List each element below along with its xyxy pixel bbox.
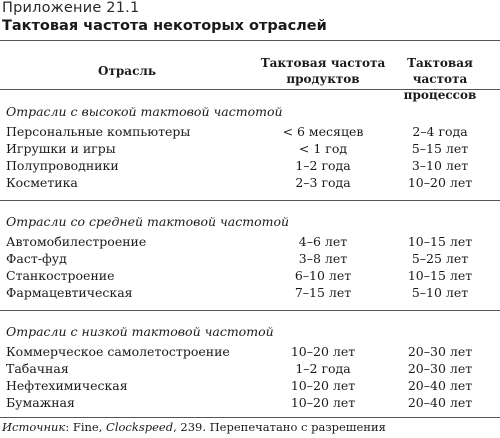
cell-process: 10–20 лет — [407, 175, 473, 190]
cell-industry: Станкостроение — [6, 268, 115, 283]
cell-industry: Фаст-фуд — [6, 251, 67, 266]
source-prefix: Источник — [2, 420, 66, 434]
section-rule — [0, 310, 500, 311]
cell-process: 3–10 лет — [411, 158, 469, 173]
cell-process: 10–15 лет — [407, 234, 473, 249]
source-author: : Fine, — [65, 420, 107, 434]
cell-process: 2–4 года — [412, 124, 468, 139]
header-product-clockspeed: Тактовая частота продуктов — [260, 56, 386, 86]
table-row — [0, 361, 500, 379]
section-label-low: Отрасли с низкой тактовой частотой — [6, 324, 274, 339]
source-note — [2, 420, 386, 434]
section-rule — [0, 200, 500, 201]
bottom-rule — [0, 417, 500, 418]
cell-product: 7–15 лет — [294, 285, 352, 300]
cell-product: 3–8 лет — [298, 251, 348, 266]
cell-process: 20–30 лет — [407, 361, 473, 376]
cell-industry: Косметика — [6, 175, 78, 190]
cell-industry: Полупроводники — [6, 158, 119, 173]
top-rule — [0, 40, 500, 41]
cell-process: 5–25 лет — [411, 251, 469, 266]
table-row — [0, 141, 500, 159]
cell-product: 10–20 лет — [290, 344, 356, 359]
cell-product: 2–3 года — [295, 175, 351, 190]
header-process-clockspeed: Тактовая частота процессов — [403, 56, 477, 102]
table-row — [0, 124, 500, 142]
cell-product: < 6 месяцев — [282, 124, 364, 139]
cell-process: 5–15 лет — [411, 141, 469, 156]
table-row — [0, 395, 500, 413]
cell-process: 10–15 лет — [407, 268, 473, 283]
appendix-label: Приложение 21.1 — [2, 0, 140, 16]
section-label-high: Отрасли с высокой тактовой частотой — [6, 104, 283, 119]
cell-product: 6–10 лет — [294, 268, 352, 283]
cell-industry: Табачная — [6, 361, 69, 376]
cell-industry: Автомобилестроение — [6, 234, 147, 249]
cell-process: 20–40 лет — [407, 378, 473, 393]
source-rest: , 239. Перепечатано с разрешения — [173, 420, 386, 434]
table-row — [0, 378, 500, 396]
cell-product: 10–20 лет — [290, 378, 356, 393]
table-title: Тактовая частота некоторых отраслей — [2, 18, 327, 34]
cell-industry: Персональные компьютеры — [6, 124, 191, 139]
cell-industry: Бумажная — [6, 395, 75, 410]
header-industry: Отрасль — [98, 64, 156, 78]
cell-product: 4–6 лет — [298, 234, 348, 249]
cell-product: 1–2 года — [295, 361, 351, 376]
cell-process: 20–30 лет — [407, 344, 473, 359]
cell-industry: Коммерческое самолетостроение — [6, 344, 230, 359]
header-rule — [0, 89, 500, 90]
table-row — [0, 268, 500, 286]
cell-process: 5–10 лет — [411, 285, 469, 300]
table-row — [0, 175, 500, 193]
cell-industry: Фармацевтическая — [6, 285, 133, 300]
cell-industry: Нефтехимическая — [6, 378, 128, 393]
table-row — [0, 285, 500, 303]
cell-product: 1–2 года — [295, 158, 351, 173]
table-row — [0, 158, 500, 176]
cell-industry: Игрушки и игры — [6, 141, 116, 156]
source-work: Clockspeed — [106, 420, 174, 434]
cell-product: 10–20 лет — [290, 395, 356, 410]
table-row — [0, 234, 500, 252]
table-row — [0, 344, 500, 362]
section-label-medium: Отрасли со средней тактовой частотой — [6, 214, 290, 229]
cell-process: 20–40 лет — [407, 395, 473, 410]
cell-product: < 1 год — [298, 141, 348, 156]
table-row — [0, 251, 500, 269]
